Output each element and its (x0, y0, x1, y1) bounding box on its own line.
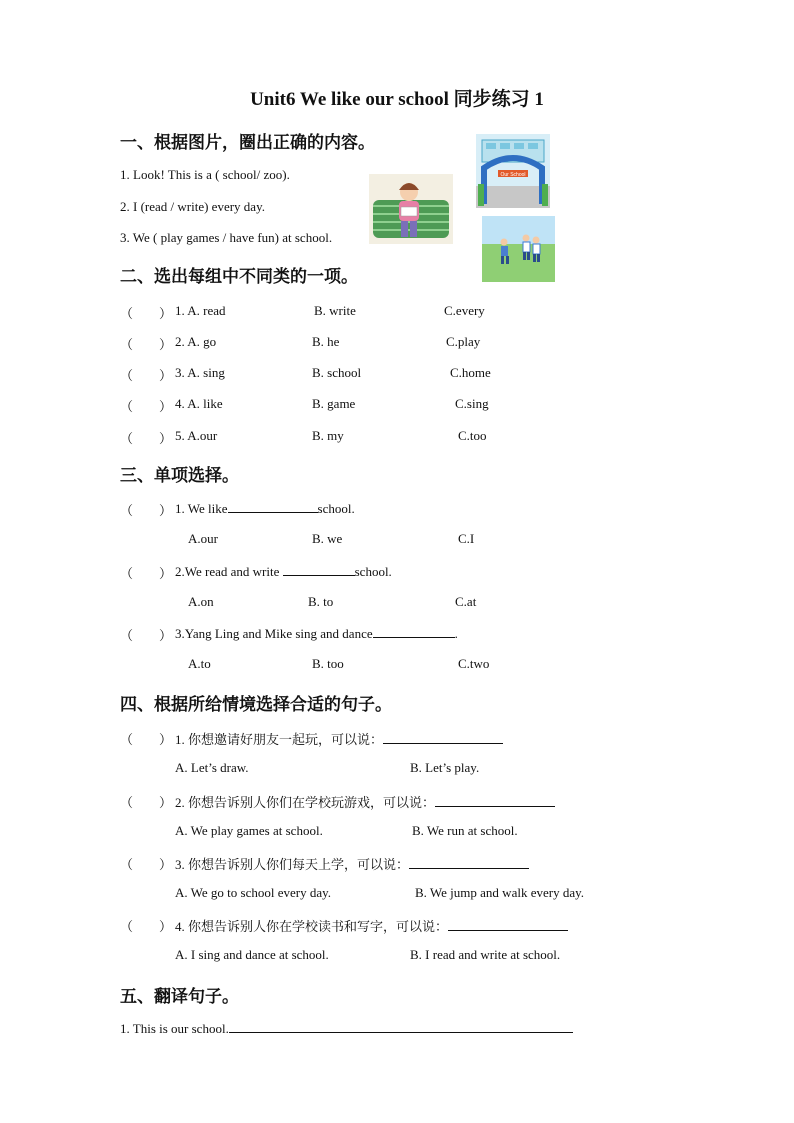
fill-blank[interactable] (435, 794, 555, 807)
kids-playing-picture (482, 216, 555, 282)
fill-blank[interactable] (448, 918, 568, 931)
fill-blank[interactable] (228, 500, 318, 513)
sec2-q3-b: B. school (312, 365, 362, 380)
answer-paren[interactable]: （ ） (120, 503, 173, 518)
sec3-q2-post: school. (354, 564, 392, 579)
sec2-q4-c: C.sing (455, 396, 489, 411)
sec4-q3-text (175, 854, 529, 873)
section-1-heading: 一、根据图片，圈出正确的内容。 (120, 133, 375, 153)
sec3-q1-text (175, 500, 355, 517)
sec3-q2-text (175, 563, 392, 580)
sec1-item-1: 1. Look! This is a ( school/ zoo). (120, 167, 290, 182)
sec2-q5-c: C.too (458, 428, 487, 443)
sec4-q2-text (175, 792, 555, 811)
gate-sign-text: Our School (500, 172, 526, 178)
sec3-q3-text (175, 625, 458, 642)
answer-paren[interactable]: （ ） (120, 337, 173, 352)
sec2-q5-b: B. my (312, 428, 344, 443)
section-5-heading: 五、翻译句子。 (120, 987, 239, 1007)
answer-paren[interactable]: （ ） (120, 368, 173, 383)
sec2-q2-b: B. he (312, 334, 340, 349)
sec3-q3-c: C.two (458, 656, 490, 671)
sec2-q3-c: C.home (450, 365, 491, 380)
answer-paren[interactable]: （ ） (120, 857, 173, 872)
sec4-q3-prompt: 3. 你想告诉别人你们每天上学，可以说： (175, 857, 410, 872)
girl-reading-picture (369, 174, 453, 244)
answer-paren[interactable]: （ ） (120, 732, 173, 747)
sec3-q1-pre: 1. We like (175, 501, 228, 516)
section-3-heading: 三、单项选择。 (120, 466, 239, 486)
sec3-q2-pre: 2.We read and write (175, 564, 283, 579)
sec4-q1-b: B. Let’s play. (410, 760, 480, 775)
sec2-q4-b: B. game (312, 396, 356, 411)
sec4-q3-a: A. We go to school every day. (175, 885, 331, 900)
sec3-q2-a: A.on (188, 594, 214, 609)
fill-blank[interactable] (283, 563, 355, 576)
answer-paren[interactable]: （ ） (120, 306, 173, 321)
sec3-q1-b: B. we (312, 531, 343, 546)
sec4-q4-b: B. I read and write at school. (410, 947, 561, 962)
sec3-q2-c: C.at (455, 594, 477, 609)
sec3-q1-c: C.I (458, 531, 475, 546)
sec2-q1-a: 1. A. read (175, 303, 226, 318)
sec4-q2-prompt: 2. 你想告诉别人你们在学校玩游戏，可以说： (175, 795, 436, 810)
answer-paren[interactable]: （ ） (120, 399, 173, 414)
sec3-q1-a: A.our (188, 531, 218, 546)
sec1-item-2: 2. I (read / write) every day. (120, 199, 265, 214)
sec2-q4-a: 4. A. like (175, 396, 223, 411)
answer-paren[interactable]: （ ） (120, 919, 173, 934)
fill-blank[interactable] (229, 1020, 573, 1033)
sec2-q2-c: C.play (446, 334, 481, 349)
sec4-q4-a: A. I sing and dance at school. (175, 947, 329, 962)
sec3-q3-post: . (454, 626, 458, 641)
sec1-item-3: 3. We ( play games / have fun) at school. (120, 230, 333, 245)
sec3-q3-a: A.to (188, 656, 211, 671)
sec5-q1-text: 1. This is our school. (120, 1021, 229, 1036)
sec3-q2-b: B. to (308, 594, 334, 609)
fill-blank[interactable] (373, 625, 455, 638)
fill-blank[interactable] (409, 856, 529, 869)
sec2-q3-a: 3. A. sing (175, 365, 225, 380)
sec4-q1-text (175, 729, 503, 748)
answer-paren[interactable]: （ ） (120, 431, 173, 446)
sec2-q5-a: 5. A.our (175, 428, 218, 443)
answer-paren[interactable]: （ ） (120, 795, 173, 810)
sec4-q1-a: A. Let’s draw. (175, 760, 249, 775)
sec5-q1 (120, 1020, 573, 1037)
sec3-q3-pre: 3.Yang Ling and Mike sing and dance (175, 626, 373, 641)
school-gate-picture (476, 134, 550, 208)
section-2-heading: 二、选出每组中不同类的一项。 (120, 267, 358, 287)
sec2-q1-c: C.every (444, 303, 485, 318)
sec4-q4-text (175, 916, 568, 935)
sec4-q1-prompt: 1. 你想邀请好朋友一起玩，可以说： (175, 732, 384, 747)
page-title: Unit6 We like our school 同步练习 1 (250, 89, 544, 110)
answer-paren[interactable]: （ ） (120, 628, 173, 643)
section-4-heading: 四、根据所给情境选择合适的句子。 (120, 695, 392, 715)
sec4-q2-b: B. We run at school. (412, 823, 518, 838)
answer-paren[interactable]: （ ） (120, 566, 173, 581)
sec4-q4-prompt: 4. 你想告诉别人你在学校读书和写字，可以说： (175, 919, 449, 934)
sec4-q3-b: B. We jump and walk every day. (415, 885, 584, 900)
sec3-q3-b: B. too (312, 656, 344, 671)
sec2-q1-b: B. write (314, 303, 356, 318)
fill-blank[interactable] (383, 731, 503, 744)
sec3-q1-post: school. (317, 501, 355, 516)
sec4-q2-a: A. We play games at school. (175, 823, 323, 838)
sec2-q2-a: 2. A. go (175, 334, 217, 349)
